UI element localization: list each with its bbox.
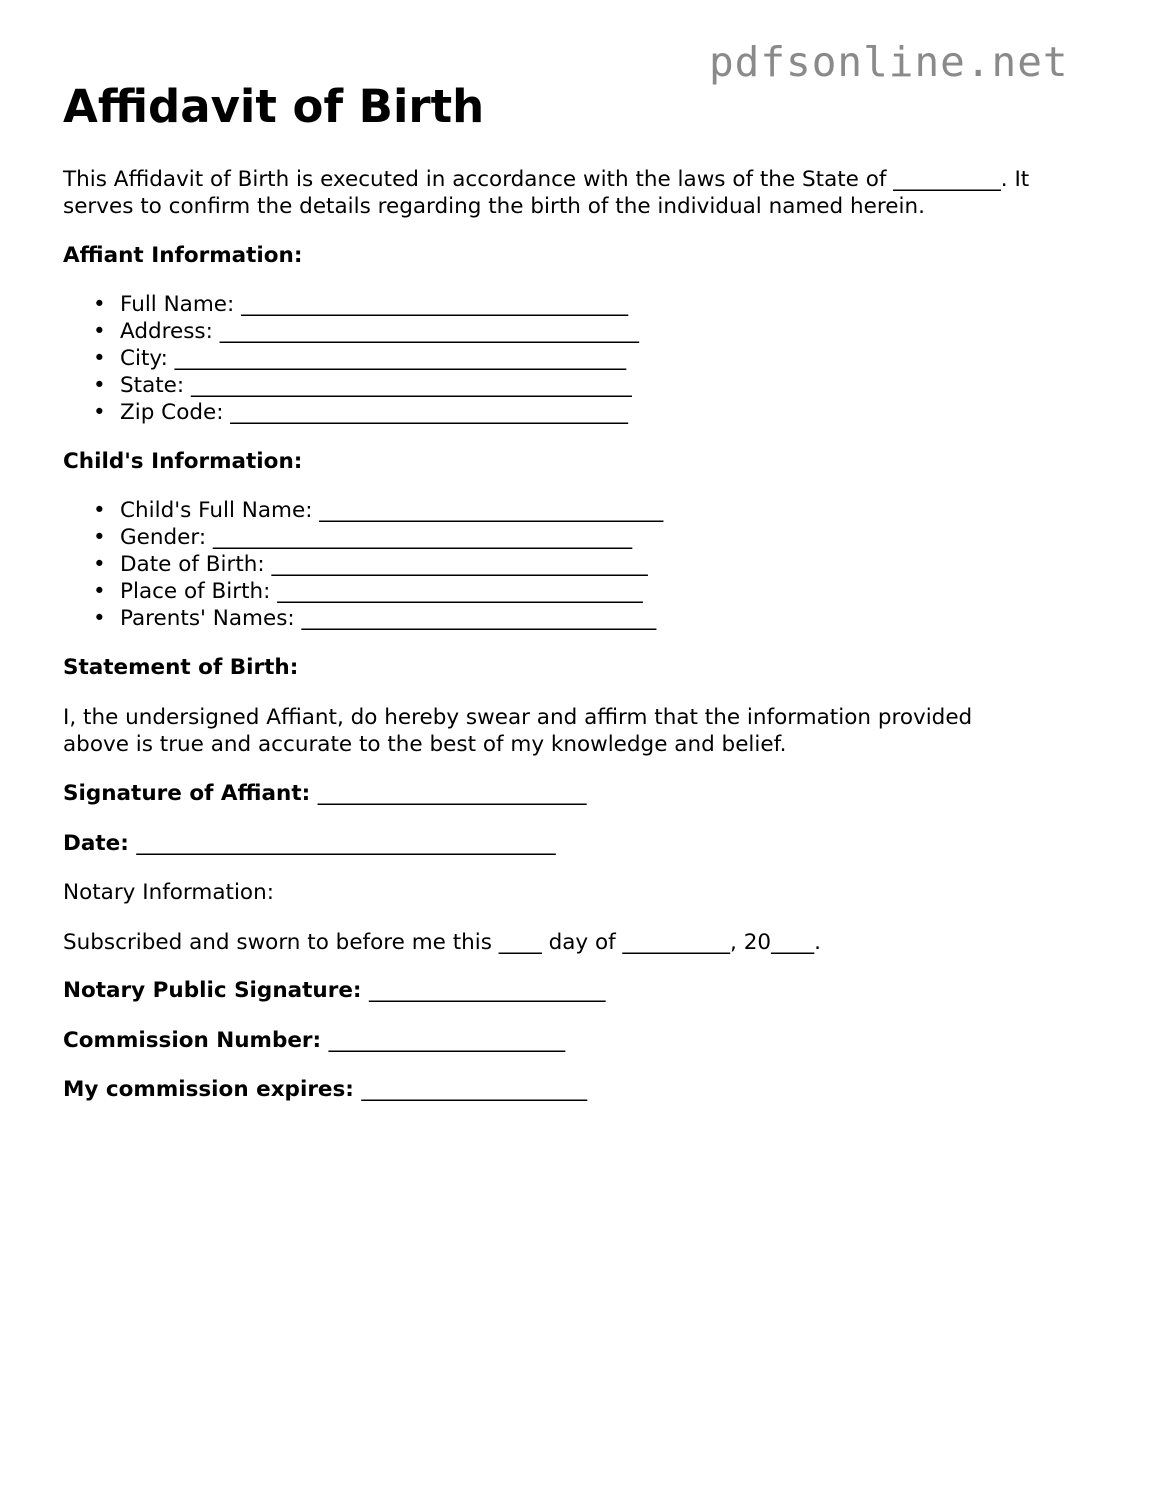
bullet-icon: • — [93, 498, 106, 523]
child-full-name-field[interactable] — [63, 497, 663, 524]
statement-line-1: I, the undersigned Affiant, do hereby swear and affirm that the information provided — [63, 705, 973, 730]
notary-signature-label: Notary Public Signature: — [63, 978, 362, 1003]
signature-blank: _________________________ — [317, 781, 587, 806]
statement-paragraph — [63, 704, 972, 758]
field-label: State: _________________________________________ — [120, 373, 632, 398]
document-title: Affidavit of Birth — [63, 80, 485, 133]
commission-number-field[interactable] — [63, 1027, 565, 1054]
field-label: Full Name: ____________________________________ — [120, 292, 629, 317]
field-label: Address: _______________________________________ — [120, 319, 639, 344]
statement-line-2: above is true and accurate to the best of my knowledge and belief. — [63, 732, 787, 757]
affiant-field-list — [63, 291, 639, 426]
statement-section-heading: Statement of Birth: — [63, 655, 299, 680]
field-label: Child's Full Name: ________________________________ — [120, 498, 664, 523]
affiant-full-name-field[interactable] — [63, 291, 639, 318]
bullet-icon: • — [93, 400, 106, 425]
field-label: Place of Birth: __________________________________ — [120, 579, 643, 604]
intro-paragraph — [63, 166, 1029, 220]
commission-expires-label: My commission expires: — [63, 1077, 354, 1102]
watermark-logo: pdfsonline.net — [709, 38, 1069, 86]
bullet-icon: • — [93, 346, 106, 371]
affiant-section-heading: Affiant Information: — [63, 243, 303, 268]
field-label: Gender: _______________________________________ — [120, 525, 633, 550]
notary-public-signature-field[interactable] — [63, 977, 606, 1004]
field-label: City: __________________________________________ — [120, 346, 627, 371]
commission-expires-blank: _____________________ — [361, 1077, 588, 1102]
notary-signature-blank: ______________________ — [369, 978, 606, 1003]
sworn-statement[interactable]: Subscribed and sworn to before me this ____ day of __________, 20____. — [63, 930, 821, 955]
affiant-state-field[interactable] — [63, 372, 639, 399]
child-place-of-birth-field[interactable] — [63, 578, 663, 605]
commission-expires-field[interactable] — [63, 1076, 587, 1103]
date-label: Date: — [63, 831, 129, 856]
bullet-icon: • — [93, 525, 106, 550]
bullet-icon: • — [93, 606, 106, 631]
child-date-of-birth-field[interactable] — [63, 551, 663, 578]
field-label: Parents' Names: _________________________________ — [120, 606, 657, 631]
affiant-zip-code-field[interactable] — [63, 399, 639, 426]
bullet-icon: • — [93, 292, 106, 317]
bullet-icon: • — [93, 579, 106, 604]
bullet-icon: • — [93, 552, 106, 577]
intro-line-1: This Affidavit of Birth is executed in accordance with the laws of the State of __________. It — [63, 167, 1030, 192]
child-gender-field[interactable] — [63, 524, 663, 551]
commission-number-blank: ______________________ — [328, 1028, 566, 1053]
affiant-city-field[interactable] — [63, 345, 639, 372]
commission-number-label: Commission Number: — [63, 1028, 322, 1053]
affiant-address-field[interactable] — [63, 318, 639, 345]
field-label: Zip Code: _____________________________________ — [120, 400, 629, 425]
signature-of-affiant-field[interactable] — [63, 780, 586, 807]
child-section-heading: Child's Information: — [63, 449, 303, 474]
notary-section-heading: Notary Information: — [63, 880, 274, 905]
bullet-icon: • — [93, 373, 106, 398]
date-field[interactable] — [63, 830, 556, 857]
intro-line-2: serves to confirm the details regarding the birth of the individual named herein. — [63, 194, 925, 219]
child-field-list — [63, 497, 663, 632]
bullet-icon: • — [93, 319, 106, 344]
date-blank: _______________________________________ — [136, 831, 556, 856]
field-label: Date of Birth: ___________________________________ — [120, 552, 648, 577]
signature-label: Signature of Affiant: — [63, 781, 311, 806]
child-parents-names-field[interactable] — [63, 605, 663, 632]
